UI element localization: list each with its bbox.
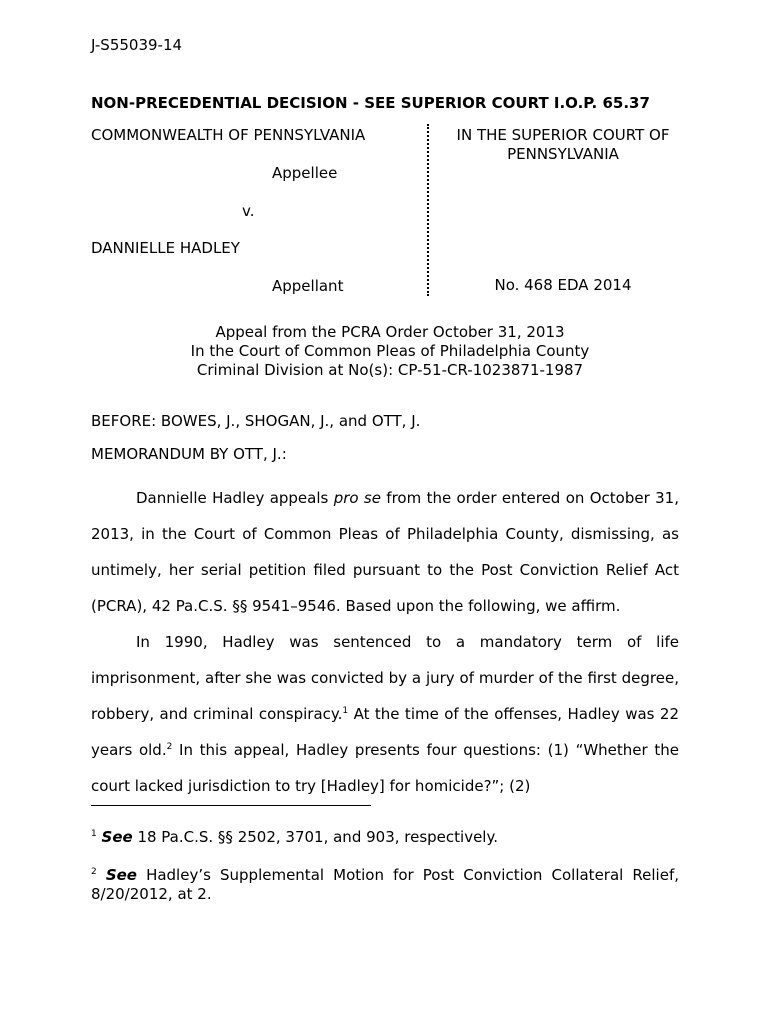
defendant-role: Appellant [272,277,344,295]
body-paragraph: Dannielle Hadley appeals pro se from the order entered on October 31, 2013, in the Court of Common Pleas of Philadelphia County, dismissing, as untimely, her serial petition filed pursuant to the Post Conviction Relief Act (PCRA), 42 Pa.C.S. §§ 9541–9546. Based upon the following, we affirm. [91,489,679,615]
footnote-separator [91,805,371,806]
italic-term: pro se [333,489,381,507]
memorandum-author: MEMORANDUM BY OTT, J.: [91,445,287,463]
citation-signal: See [105,866,137,884]
footnote-text: 18 Pa.C.S. §§ 2502, 3701, and 903, respectively. [132,828,498,846]
versus-label: v. [242,202,255,220]
footnote-2 [91,866,679,904]
appeal-from-line: Criminal Division at No(s): CP-51-CR-1023871-1987 [196,361,584,379]
footnote-ref-2: 2 [166,742,173,752]
footnote-ref-1: 1 [342,706,349,716]
docket-id: J-S55039-14 [91,36,183,54]
citation-signal: See [101,828,133,846]
panel-judges: BEFORE: BOWES, J., SHOGAN, J., and OTT, J. [91,412,421,430]
footnote-1 [91,828,679,847]
appeal-from-line: Appeal from the PCRA Order October 31, 2013 [215,323,565,341]
appeal-from-line: In the Court of Common Pleas of Philadelphia County [190,342,590,360]
court-name: IN THE SUPERIOR COURT OF PENNSYLVANIA [456,126,670,163]
plaintiff-role: Appellee [272,164,338,182]
footnote-number: 2 [91,867,97,877]
memorandum-body [91,480,679,804]
footnote-number: 1 [91,829,97,839]
case-caption-court [436,126,690,294]
caption-divider [427,124,429,296]
docket-number: No. 468 EDA 2014 [494,276,632,294]
defendant-name: DANNIELLE HADLEY [91,239,240,257]
footnote-text: Hadley’s Supplemental Motion for Post Conviction Collateral Relief, 8/20/2012, at 2. [91,866,679,903]
appeal-from-block [91,323,689,380]
body-paragraph: In 1990, Hadley was sentenced to a mandatory term of life imprisonment, after she was convicted by a jury of murder of the first degree, robbery, and criminal conspiracy.$^1$ At the time of the offenses, Hadley was 22 years old.$^2$ In this appeal, Hadley presents four questions: (1) “Whether the court lacked jurisdiction to try [Hadley] for homicide?”; (2) [91,633,680,795]
decision-heading: NON-PRECEDENTIAL DECISION - SEE SUPERIOR COURT I.O.P. 65.37 [91,94,650,112]
plaintiff-name: COMMONWEALTH OF PENNSYLVANIA [91,126,366,144]
